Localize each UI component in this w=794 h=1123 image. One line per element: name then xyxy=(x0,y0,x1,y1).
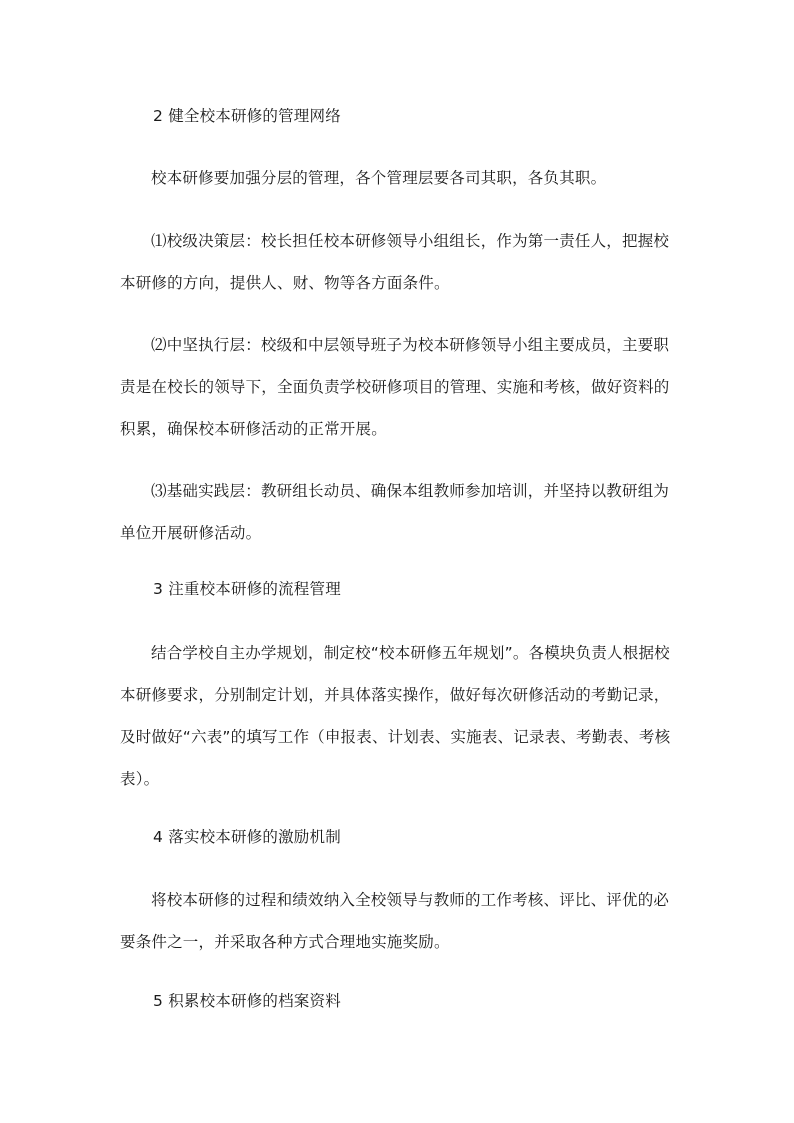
section-heading-2: 2 健全校本研修的管理网络 xyxy=(153,107,341,125)
paragraph-school-decision-layer: ⑴校级决策层：校长担任校本研修领导小组组长，作为第一责任人，把握校本研修的方向，提供人、财、物等各方面条件。 xyxy=(120,232,670,292)
paragraph-process-management: 结合学校自主办学规划，制定校“校本研修五年规划”。各模块负责人根据校本研修要求，分别制定计划，并具体落实操作，做好每次研修活动的考勤记录，及时做好“六表”的填写工作（申报表、计划表、实施表、记录表、考勤表、考核表）。 xyxy=(120,644,671,788)
section-heading-3: 3 注重校本研修的流程管理 xyxy=(153,580,341,598)
paragraph-basic-practice-layer: ⑶基础实践层：教研组长动员、确保本组教师参加培训，并坚持以教研组为单位开展研修活动。 xyxy=(120,482,670,542)
paragraph-middle-execution-layer: ⑵中坚执行层：校级和中层领导班子为校本研修领导小组主要成员，主要职责是在校长的领导下，全面负责学校研修项目的管理、实施和考核，做好资料的积累，确保校本研修活动的正常开展。 xyxy=(120,336,670,438)
paragraph-incentive-mechanism: 将校本研修的过程和绩效纳入全校领导与教师的工作考核、评比、评优的必要条件之一，并采取各种方式合理地实施奖励。 xyxy=(120,891,670,951)
section-heading-5: 5 积累校本研修的档案资料 xyxy=(153,992,341,1010)
section-heading-4: 4 落实校本研修的激励机制 xyxy=(153,828,341,846)
paragraph-management-layers-intro: 校本研修要加强分层的管理，各个管理层要各司其职，各负其职。 xyxy=(151,169,607,187)
